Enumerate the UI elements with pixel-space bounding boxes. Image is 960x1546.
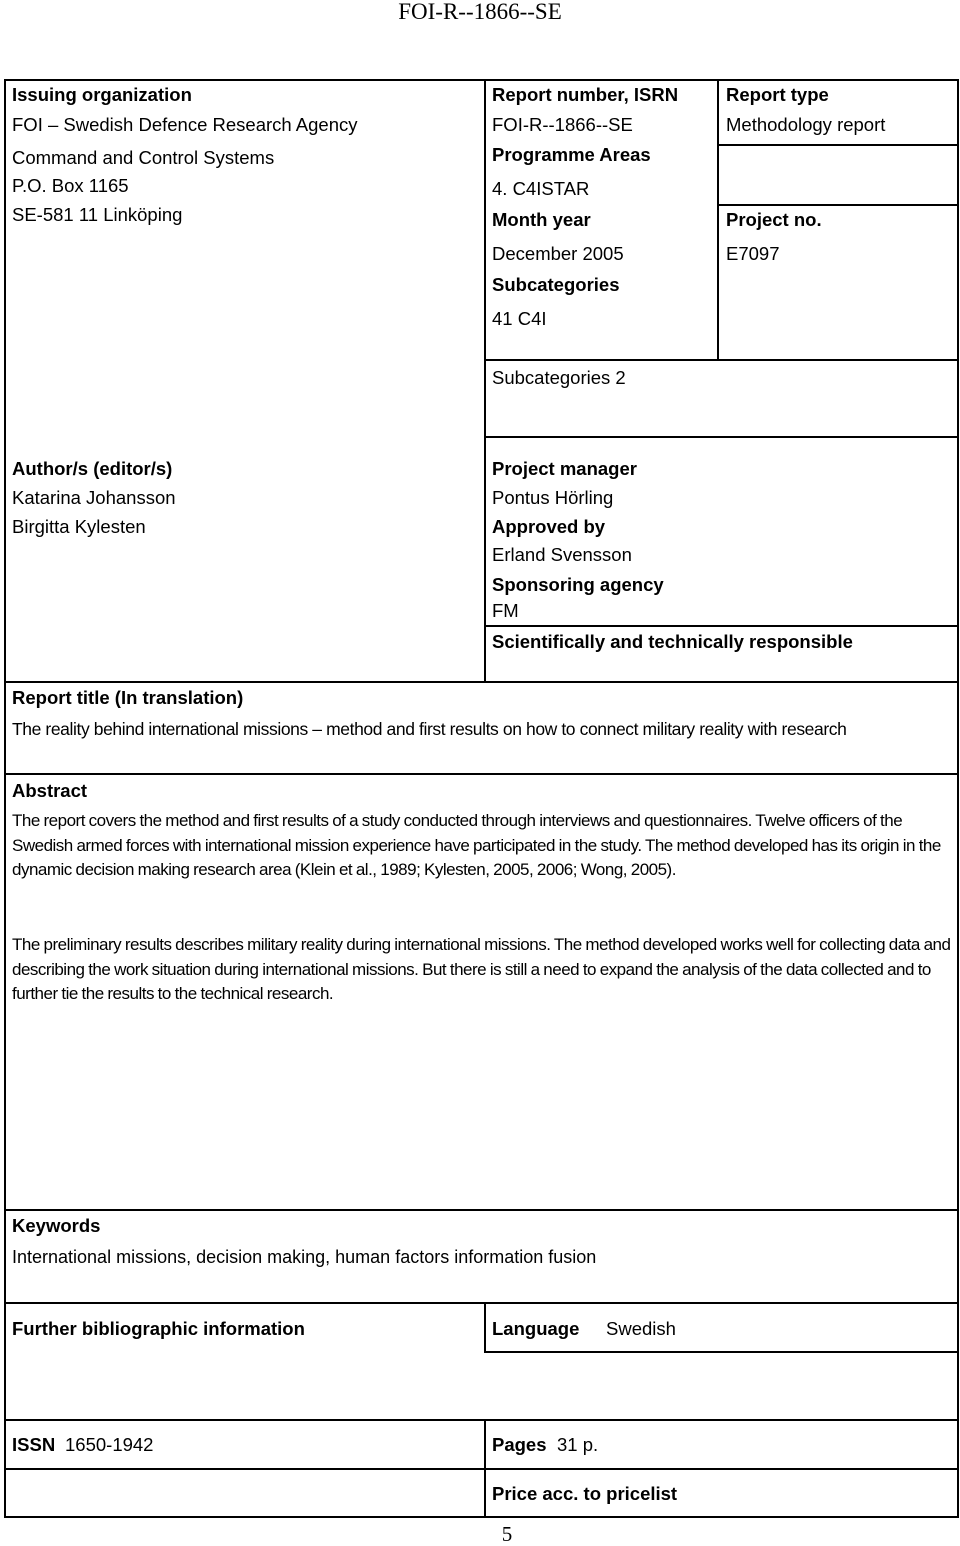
divider-title [4, 681, 959, 683]
programme-heading: Programme Areas [492, 144, 651, 165]
page-number: 5 [501, 1522, 513, 1546]
report-number-heading: Report number, ISRN [492, 84, 679, 105]
month-year-heading: Month year [492, 209, 591, 230]
report-number-value: FOI-R--1866--SE [492, 114, 633, 135]
issuing-line: SE-581 11 Linköping [12, 204, 183, 225]
further-heading: Further bibliographic information [12, 1318, 305, 1339]
project-no-heading: Project no. [726, 209, 822, 230]
divider-project-no [717, 204, 959, 206]
pages-heading: Pages [492, 1434, 547, 1455]
issuing-line: FOI – Swedish Defence Research Agency [12, 114, 358, 135]
divider-abstract [4, 773, 959, 775]
divider-further [4, 1302, 959, 1304]
issn-heading: ISSN [12, 1434, 56, 1455]
divider-right-upper [717, 79, 719, 361]
project-manager-heading: Project manager [492, 458, 637, 479]
language-value: Swedish [606, 1318, 676, 1339]
abstract-paragraph: The report covers the method and first results of a study conducted through interviews and questionnaires. Twelve officers of the Swedish armed forces with international mission experience have participated in the study. The method developed has its origin in the dynamic decision making research area (Klein et al., 1989; Kylesten, 2005, 2006; Wong, 2005). [12, 811, 941, 879]
border-bottom [4, 1516, 959, 1518]
sponsoring-value: FM [492, 600, 519, 621]
subcategories-heading: Subcategories [492, 274, 620, 295]
report-type-value: Methodology report [726, 114, 886, 135]
author-name: Katarina Johansson [12, 487, 176, 508]
project-no-value: E7097 [726, 243, 780, 264]
divider-report-type [717, 144, 959, 146]
keywords-value: International missions, decision making, human factors information fusion [12, 1247, 597, 1267]
divider-keywords [4, 1209, 959, 1211]
divider-issn [4, 1419, 959, 1421]
project-manager-value: Pontus Hörling [492, 487, 614, 508]
report-type-heading: Report type [726, 84, 829, 105]
divider-subcategories [484, 359, 959, 361]
divider-middle-language [484, 1302, 486, 1353]
divider-subcategories2 [484, 436, 959, 438]
page-header: FOI-R--1866--SE [398, 0, 562, 24]
abstract-heading: Abstract [12, 780, 88, 801]
subcategories2-heading: Subcategories 2 [492, 367, 626, 388]
issn-value: 1650-1942 [65, 1434, 154, 1455]
sponsoring-heading: Sponsoring agency [492, 574, 664, 595]
issuing-line: P.O. Box 1165 [12, 175, 129, 196]
issuing-heading: Issuing organization [12, 84, 192, 105]
price-heading: Price acc. to pricelist [492, 1483, 678, 1504]
approved-by-value: Erland Svensson [492, 544, 632, 565]
authors-heading: Author/s (editor/s) [12, 458, 173, 479]
keywords-heading: Keywords [12, 1215, 101, 1236]
issuing-line: Command and Control Systems [12, 147, 275, 168]
month-year-value: December 2005 [492, 243, 624, 264]
abstract-paragraph: The preliminary results describes military reality during international missions. The method developed works well for collecting data and describing the work situation during international missions. But there is still a need to expand the analysis of the data collected and to further tie the results to the technical research. [12, 935, 951, 1003]
divider-sponsoring [484, 625, 959, 627]
pages-value: 31 p. [557, 1434, 599, 1455]
divider-language [484, 1351, 959, 1353]
border-top [4, 79, 959, 81]
approved-by-heading: Approved by [492, 516, 606, 537]
language-heading: Language [492, 1318, 580, 1339]
title-heading: Report title (In translation) [12, 687, 244, 708]
divider-price [4, 1468, 959, 1470]
subcategories-value: 41 C4I [492, 308, 547, 329]
divider-middle-upper [484, 79, 486, 682]
responsible-heading: Scientifically and technically responsible [492, 631, 853, 652]
programme-value: 4. C4ISTAR [492, 178, 590, 199]
author-name: Birgitta Kylesten [12, 516, 146, 537]
title-value: The reality behind international missions – method and first results on how to connect military reality with research [12, 719, 847, 739]
